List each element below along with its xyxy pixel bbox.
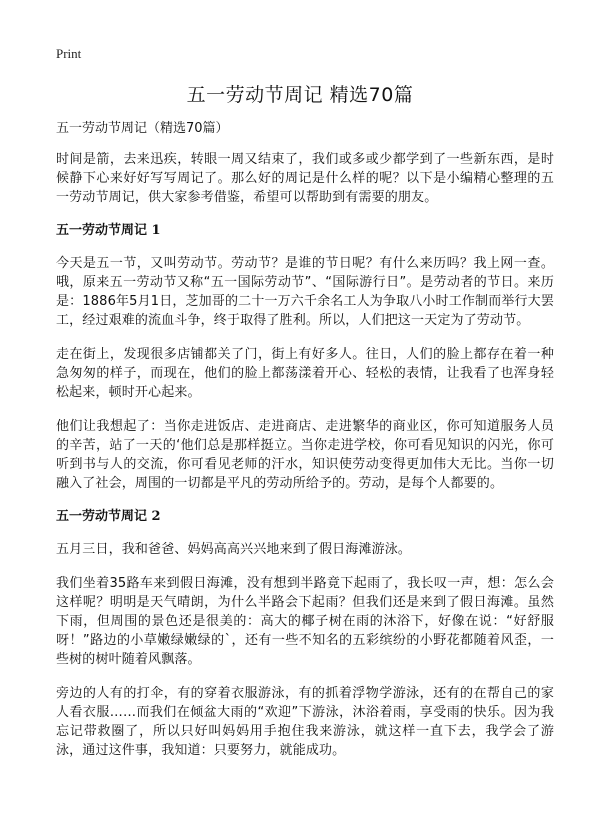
document-body xyxy=(56,120,554,775)
section-2-paragraph-2: 我们坐着35路车来到假日海滩，没有想到半路竟下起雨了，我长叹一声，想：怎么会这样呢？明明是天气晴朗，为什么半路会下起雨？但我们还是来到了假日海滩。虽然下雨，但周围的景色还是很美的：高大的椰子树在雨的沐浴下，好像在说：“好舒服呀！”路边的小草嫩绿嫩绿的`，还有一些不知名的五彩缤纷的小野花都随着风歪，一些树的树叶随着风飘落。 xyxy=(56,576,554,667)
section-1 xyxy=(56,222,554,493)
section-1-paragraph-2: 走在街上，发现很多店铺都关了门，街上有好多人。往日，人们的脸上都存在着一种急匆匆的样子，而现在，他们的脸上都荡漾着开心、轻松的表情，让我看了也浑身轻松起来，顿时开心起来。 xyxy=(56,347,554,400)
section-2-paragraph-3: 旁边的人有的打伞，有的穿着衣服游泳，有的抓着浮物学游泳，还有的在帮自己的家人看衣服……而我们在倾盆大雨的“欢迎”下游泳，沐浴着雨，享受雨的快乐。因为我忘记带救圈了，所以只好叫妈妈用手抱住我来游泳，就这样一直下去，我学会了游泳，通过这件事，我知道：只要努力，就能成功。 xyxy=(56,686,554,758)
page-title: 五一劳动节周记 精选70篇 xyxy=(186,84,414,106)
document-subtitle: 五一劳动节周记（精选70篇） xyxy=(56,121,229,136)
section-1-paragraph-1: 今天是五一节，又叫劳动节。劳动节？是谁的节日呢？有什么来历吗？我上网一查。哦，原来五一劳动节又称“五一国际劳动节”、“国际游行日”。是劳动者的节日。来历是：1886年5月1日，芝加哥的二十一万六千余名工人为争取八小时工作制而举行大罢工，经过艰难的流血斗争，终于取得了胜利。所以，人们把这一天定为了劳动节。 xyxy=(56,256,554,328)
section-1-paragraph-3: 他们让我想起了：当你走进饭店、走进商店、走进繁华的商业区，你可知道服务人员的辛苦，站了一天的‘他们总是那样挺立。当你走进学校，你可看见知识的闪光，你可听到书与人的交流，你可看见老师的汗水，知识使劳动变得更加伟大无比。当你一切融入了社会，周围的一切都是平凡的劳动所给予的。劳动，是每个人都要的。 xyxy=(56,419,554,491)
section-2-heading: 五一劳动节周记 2 xyxy=(56,509,161,524)
section-2-paragraph-1: 五月三日，我和爸爸、妈妈高高兴兴地来到了假日海滩游泳。 xyxy=(56,542,412,557)
section-1-heading: 五一劳动节周记 1 xyxy=(56,223,161,238)
intro-paragraph: 时间是箭，去来迅疾，转眼一周又结束了，我们或多或少都学到了一些新东西，是时候静下心来好好写写周记了。那么好的周记是什么样的呢？以下是小编精心整理的五一劳动节周记，供大家参考借鉴，希望可以帮助到有需要的朋友。 xyxy=(56,152,554,205)
print-link[interactable]: Print xyxy=(56,46,82,61)
section-2 xyxy=(56,508,554,760)
